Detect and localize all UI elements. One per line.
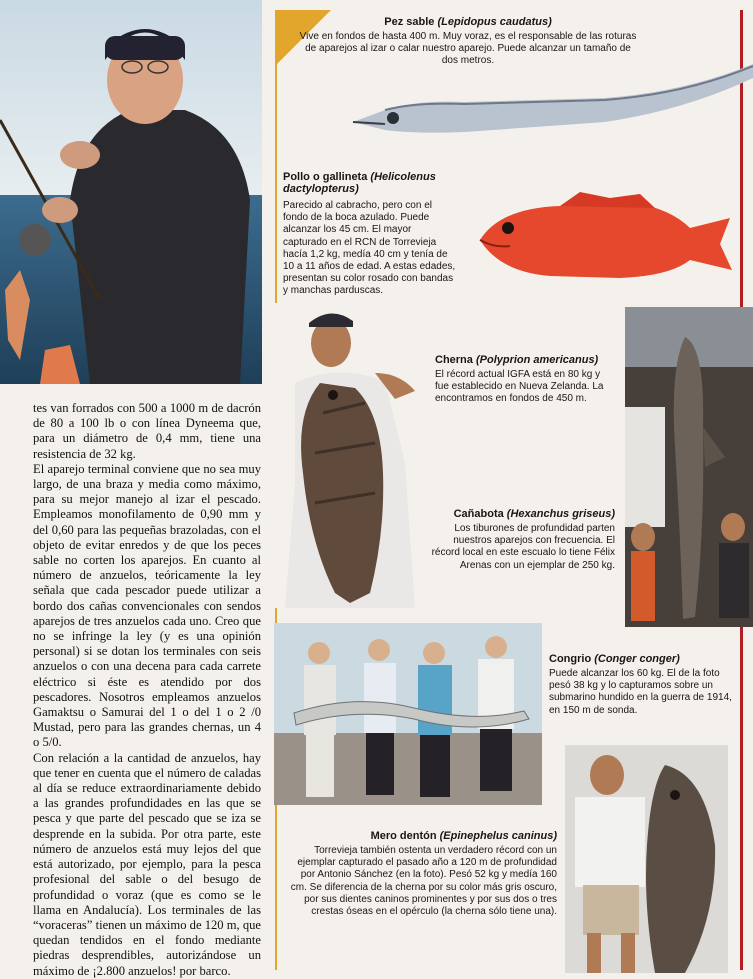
cherna-photo [275,303,425,608]
species-text: Torrevieja también ostenta un verdadero récord con un ejemplar capturado el pasado año a 120 m de profundidad por Antonio Sánchez (en la foto). Pesó 52 kg y medía 160 cm. Se diferencia de la cherna por su color más gris oscuro, por sus dientes caninos prominentes y por sus dos o tres crestas óseas en el opérculo (la cherna sólo tiene una). [290,845,557,918]
congrio-photo [274,623,542,805]
body-paragraph: Con relación a la cantidad de anzuelos, hay que tener en cuenta que el número de caladas al día se reduce extraordinariamente debido a las grandes profundidades en las que se pesca y que parte del pescado que se iza se desprende en la subida. Por otra parte, este número de anzuelos está muy lejos del que está autorizado, por ejemplo, para la pesca profesional del sable o del besugo de profundidad o voraz (que es como se le llama en Andalucía). Los terminales de las “voraceras” tienen un máximo de 120 m, que quedan tendidos en el fondo mediante piedras desprendibles, autorizándose un máximo de ¡2.800 anzuelos! por barco. [33,750,262,978]
caption-cherna [435,354,615,406]
species-text: Parecido al cabracho, pero con el fondo de la boca azulado. Puede alcanzar los 45 cm. El mayor capturado en el RCN de Torrevieja hacía 1,2 kg, medía 40 cm y tenía de 10 a 11 años de edad. A estas edades, presentan su color rosado con bandas y manchas parduscas. [283,200,456,297]
species-latin: (Lepidopus caudatus) [437,16,552,28]
species-text: Vive en fondos de hasta 400 m. Muy voraz, es el responsable de las roturas de aparejos al izar o calar nuestro aparejo. Puede alcanzar un tamaño de dos metros. [299,31,637,67]
pez-sable-photo [345,52,753,152]
species-latin: (Conger conger) [594,653,680,665]
species-latin: (Helicolenus dactylopterus) [283,171,436,195]
body-text-column [33,401,261,979]
species-name: Pollo o gallineta [283,171,368,183]
canabota-photo [625,307,753,627]
species-latin: (Hexanchus griseus) [506,508,615,520]
species-name: Pez sable [384,16,435,28]
species-latin: (Polyprion americanus) [475,354,599,366]
fisherman-photo [0,0,262,384]
body-paragraph: tes van forrados con 500 a 1000 m de dacrón de 80 a 100 lb o con línea Dyneema que, para un diámetro de 0,4 mm, tiene una resistencia de 32 kg. [33,401,261,461]
species-text: Puede alcanzar los 60 kg. El de la foto pesó 38 kg y lo capturamos sobre un submarino hundido en la guerra de 1914, en 150 m de sonda. [549,668,732,716]
caption-congrio [549,653,739,717]
body-paragraph: El aparejo terminal conviene que no sea muy largo, de una braza y media como máximo, para su mejor manejo al izar el pescado. Empleamos monofilamento de 0,90 mm y del 0,60 para las pequeñas brazoladas, con el objeto de evitar enredos y de que los peces sable no corten los aparejos. En cuanto al número de anzuelos, teóricamente la ley señala que cada pescador puede utilizar a bordo dos cañas convencionales con sendos aparejos de tres anzuelos cada uno. Creo que no se infringe la ley (y es una opinión personal) si se dotan los terminales con seis anzuelos o con una decena para cada carrete eléctrico si éste es atendido por dos pescadores. Nosotros empleamos anzuelos Gamaktsu o Samurai del 1 o del 1 o 2 /0 Mustad, pero para las grandes chernas, un 4 o 5/0. [33,461,261,750]
mero-photo [565,745,728,973]
species-name: Cañabota [453,508,504,520]
pollo-gallineta-photo [470,188,735,286]
species-latin: (Epinephelus caninus) [439,830,557,842]
species-name: Mero dentón [370,830,437,842]
caption-canabota [425,508,615,572]
caption-pollo-gallineta [283,171,493,298]
species-name: Congrio [549,653,592,665]
caption-mero-denton [289,830,557,918]
species-text: Los tiburones de profundidad parten nuestros aparejos con frecuencia. El récord local en este escualo lo tiene Félix Arenas con un ejemplar de 250 kg. [431,523,615,571]
species-name: Cherna [435,354,473,366]
species-text: El récord actual IGFA está en 80 kg y fue establecido en Nueva Zelanda. La encontramos en fondos de 450 m. [435,369,604,405]
